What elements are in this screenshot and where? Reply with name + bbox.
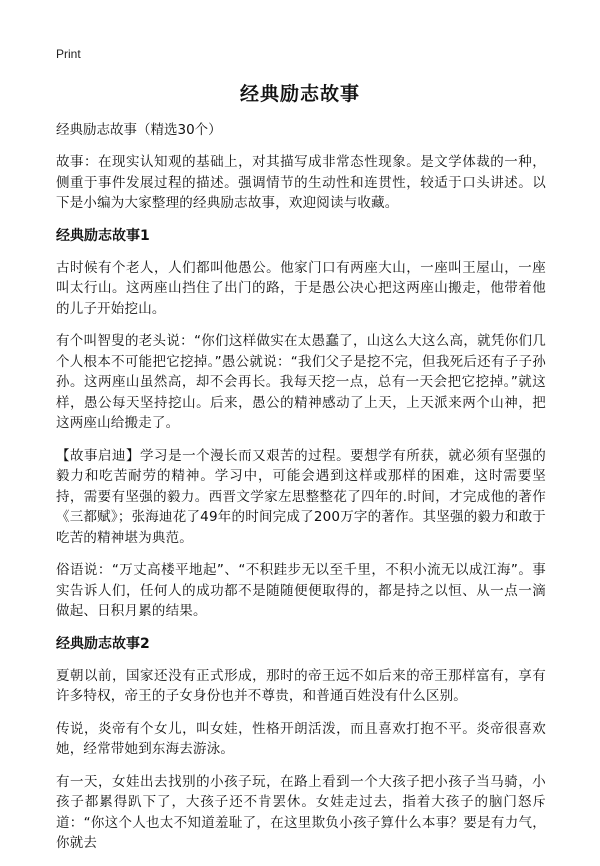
story-paragraph: 传说，炎帝有个女儿，叫女娃，性格开朗活泼，而且喜欢打抱不平。炎帝很喜欢她，经常带她到东海去游泳。 — [56, 720, 546, 757]
section-heading: 经典励志故事1 — [56, 227, 150, 244]
section-heading: 经典励志故事2 — [56, 635, 150, 652]
print-label[interactable]: Print — [56, 47, 81, 61]
story-section-1 — [56, 226, 546, 622]
story-paragraph: 俗语说：“万丈高楼平地起”、“不积跬步无以至千里，不积小流无以成江海”。事实告诉人们，任何人的成功都不是随随便便取得的，都是持之以恒、从一点一滴做起、日积月累的结果。 — [56, 562, 546, 619]
story-section-2 — [56, 634, 546, 854]
story-paragraph: 有个叫智叟的老头说：“你们这样做实在太愚蠢了，山这么大这么高，就凭你们几个人根本不可能把它挖掉。”愚公就说：“我们父子是挖不完，但我死后还有子子孙孙。这两座山虽然高，却不会再长。我每天挖一点，总有一天会把它挖掉。”就这样，愚公每天坚持挖山。后来，愚公的精神感动了上天，上天派来两个山神，把这两座山给搬走了。 — [56, 333, 546, 431]
story-paragraph: 古时候有个老人，人们都叫他愚公。他家门口有两座大山，一座叫王屋山，一座叫太行山。这两座山挡住了出门的路，于是愚公决心把这两座山搬走，他带着他的儿子开始挖山。 — [56, 259, 546, 317]
story-paragraph: 【故事启迪】学习是一个漫长而又艰苦的过程。要想学有所获，就必须有坚强的毅力和吃苦耐劳的精神。学习中，可能会遇到这样或那样的困难，这时需要坚持，需要有坚强的毅力。西晋文学家左思整整花了四年的.时间，才完成他的著作《三都赋》；张海迪花了49年的时间完成了200万字的著作。其坚强的毅力和敢于吃苦的精神堪为典范。 — [56, 447, 546, 546]
story-paragraph: 夏朝以前，国家还没有正式形成，那时的帝王远不如后来的帝王那样富有，享有许多特权，帝王的子女身份也并不尊贵，和普通百姓没有什么区别。 — [56, 667, 546, 704]
article-subtitle: 经典励志故事（精选30个） — [56, 122, 222, 138]
page-title: 经典励志故事 — [239, 83, 360, 105]
story-paragraph: 有一天，女娃出去找别的小孩子玩，在路上看到一个大孩子把小孩子当马骑，小孩子都累得趴下了，大孩子还不肯罢休。女娃走过去，指着大孩子的脑门怒斥道：“你这个人也太不知道羞耻了，在这里欺负小孩子算什么本事？要是有力气，你就去 — [56, 773, 546, 851]
article-body — [56, 120, 546, 866]
intro-paragraph: 故事：在现实认知观的基础上，对其描写成非常态性现象。是文学体裁的一种，侧重于事件发展过程的描述。强调情节的生动性和连贯性，较适于口头讲述。以下是小编为大家整理的经典励志故事，欢迎阅读与收藏。 — [56, 154, 546, 211]
